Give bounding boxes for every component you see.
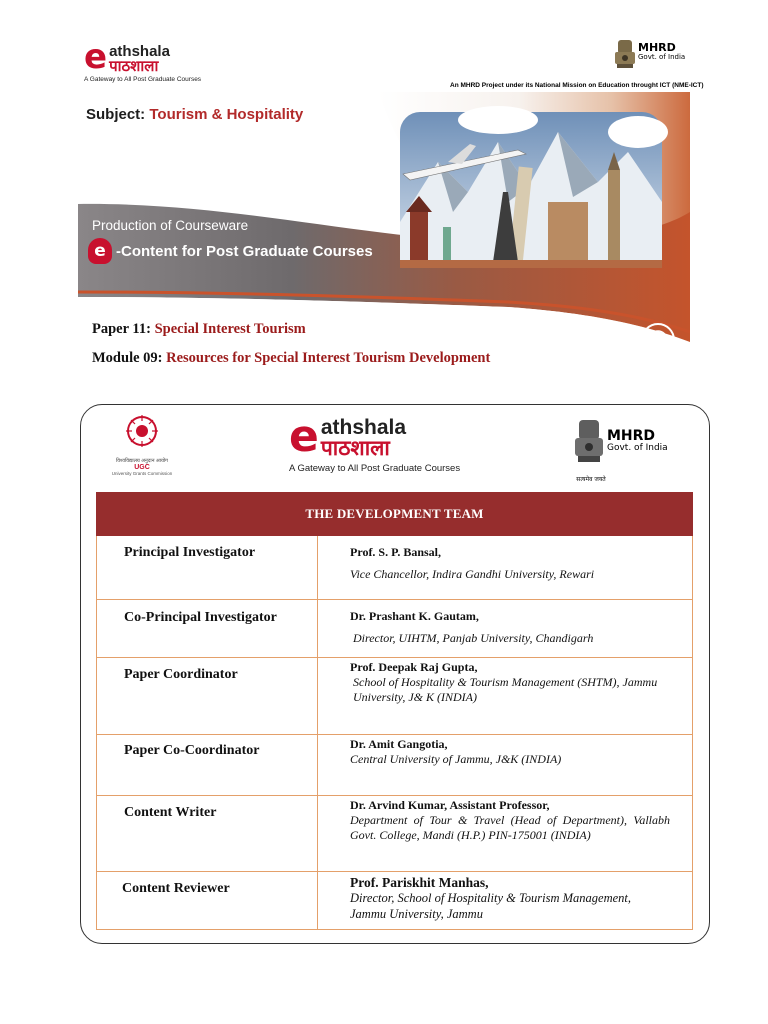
person-name: Dr. Amit Gangotia, [350,737,448,751]
person-cell [318,536,693,600]
module-label: Module 09: [92,350,163,366]
logo-hindi: पाठशाला [320,436,390,460]
mhrd-logo [612,38,685,74]
e-badge-icon: e [88,238,112,264]
logo-tagline: A Gateway to All Post Graduate Courses [289,463,461,474]
ugc-hindi: विश्वविद्यालय अनुदान आयोग [115,458,168,464]
logo-e-letter: e [289,411,319,462]
logo-hindi: पाठशाला [109,57,159,75]
logo-english: athshala [109,43,170,60]
person-cell [318,796,693,872]
person-cell [318,735,693,796]
role-cell: Paper Co-Coordinator [97,735,318,796]
ugc-emblem-icon [107,413,177,453]
person-cell [318,872,693,930]
course-banner [78,92,690,382]
person-name: Prof. S. P. Bansal, [350,545,442,559]
mhrd-motto: सत्यमेव जयते [576,476,606,483]
role-cell: Co-Principal Investigator [97,600,318,658]
person-desc: Director, School of Hospitality & Tourism Management, Jammu University, Jammu [350,891,632,921]
table-row [97,735,693,796]
table-row [97,658,693,735]
role-cell: Content Reviewer [97,872,318,930]
subject-value: Tourism & Hospitality [149,106,304,123]
production-text: Production of Courseware [92,218,249,233]
econtent-text: -Content for Post Graduate Courses [116,242,373,260]
mhrd-name: MHRD [638,41,676,54]
subject-line [86,106,303,123]
person-name: Dr. Prashant K. Gautam, [350,609,479,623]
person-name: Dr. Arvind Kumar, Assistant Professor, [350,798,550,812]
subject-label: Subject: [86,106,146,123]
table-title: THE DEVELOPMENT TEAM [97,493,693,536]
banner-background [78,92,690,382]
ashoka-emblem-icon [571,417,607,473]
table-row [97,796,693,872]
person-name: Prof. Pariskhit Manhas, [350,875,489,890]
role-cell: Content Writer [97,796,318,872]
person-desc: Department of Tour & Travel (Head of Department), Vallabh Govt. College, Mandi (H.P.) PIN-175001 (INDIA) [350,813,670,842]
mhrd-name: MHRD [607,428,656,444]
ugc-name: UGC [134,464,150,471]
person-name: Prof. Deepak Raj Gupta, [350,660,478,674]
table-row [97,536,693,600]
person-cell [318,658,693,735]
module-line [92,350,490,367]
module-value: Resources for Special Interest Tourism Development [166,350,491,366]
person-desc: Director, UIHTM, Panjab University, Chandigarh [353,631,594,645]
ashoka-emblem-icon [612,38,638,74]
mhrd-sub: Govt. of India [607,442,668,453]
epathshala-logo [84,37,202,83]
mhrd-sub: Govt. of India [638,52,686,61]
ugc-sub: University Grants Commission [111,471,173,476]
ugc-logo [107,413,177,476]
logo-english: athshala [320,416,407,439]
logo-e-letter: e [84,37,108,77]
table-row [97,872,693,930]
development-team-card [80,404,710,944]
person-desc: School of Hospitality & Tourism Management (SHTM), Jammu University, J& K (INDIA) [353,675,658,704]
paper-label: Paper 11: [92,321,151,337]
mhrd-logo-large [571,417,668,483]
person-desc: Central University of Jammu, J&K (INDIA) [350,752,562,766]
seal-icon [626,320,690,364]
person-desc: Vice Chancellor, Indira Gandhi University, Rewari [350,567,595,581]
table-row [97,600,693,658]
paper-value: Special Interest Tourism [154,321,306,337]
role-cell: Paper Coordinator [97,658,318,735]
project-note: An MHRD Project under its National Mission on Education throught ICT (NME-ICT) [450,82,704,89]
seal-caption: ज्ञान विज्ञान विमुक्तये [635,365,681,372]
econtent-line [88,238,373,264]
role-cell: Principal Investigator [97,536,318,600]
logo-tagline: A Gateway to All Post Graduate Courses [84,76,202,83]
development-team-table [96,492,693,930]
table-header-row [97,493,693,536]
person-cell [318,600,693,658]
paper-line [92,321,306,338]
epathshala-logo-large [289,411,461,474]
